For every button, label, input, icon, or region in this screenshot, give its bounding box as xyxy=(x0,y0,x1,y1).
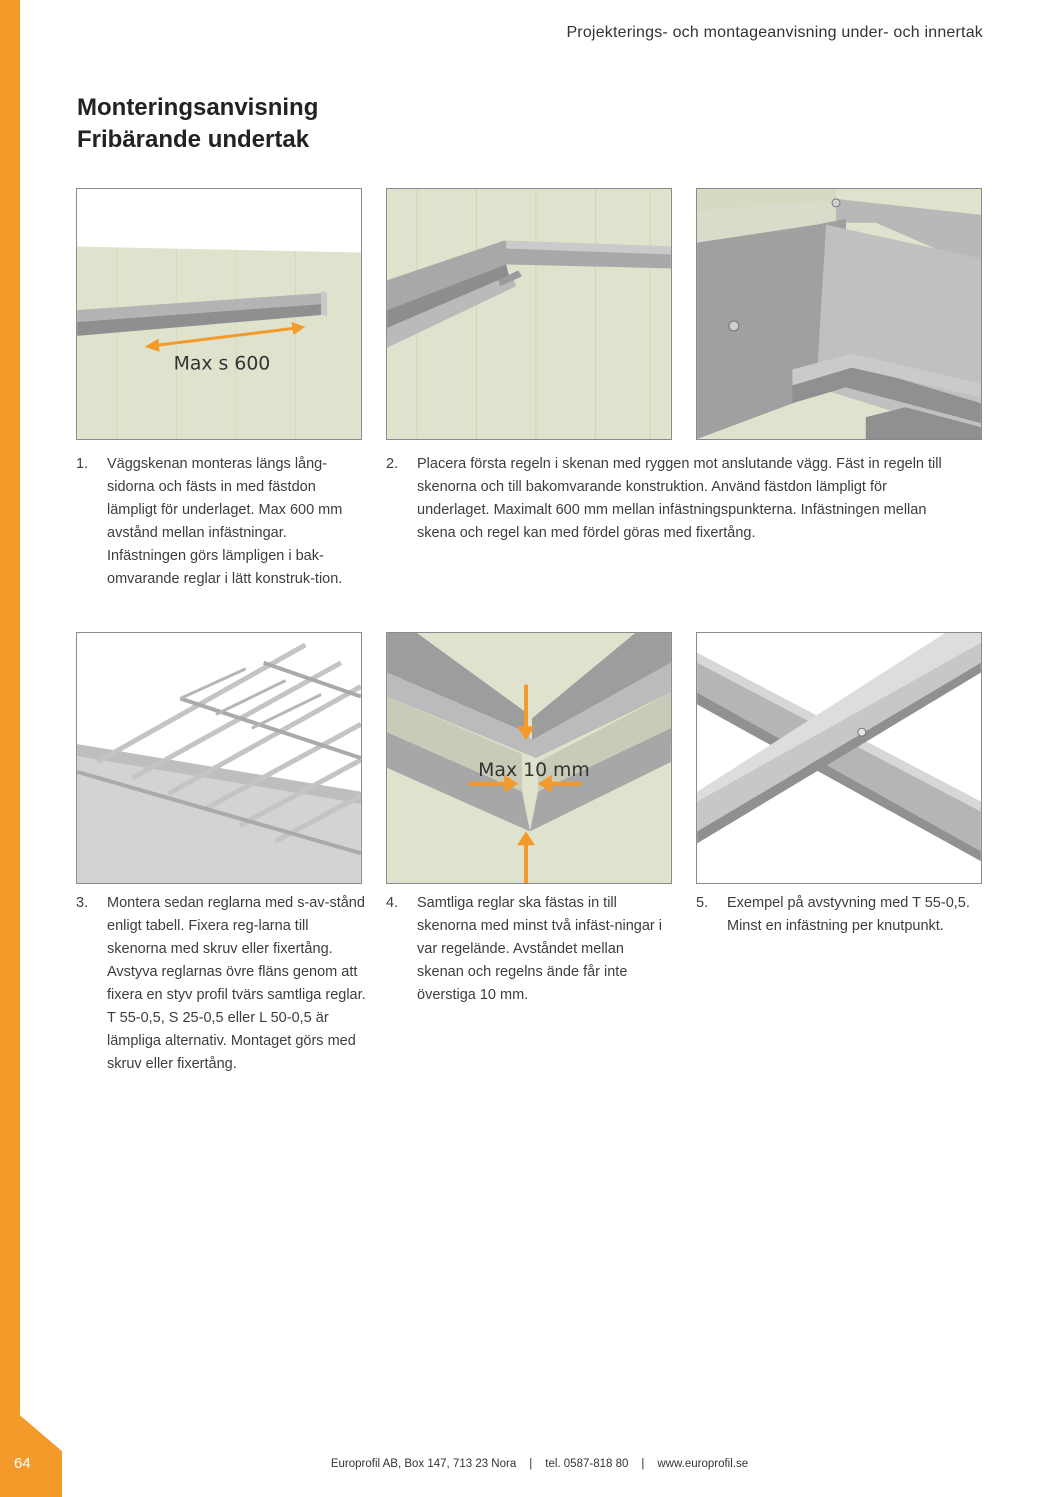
figure-rail-corner xyxy=(696,188,982,440)
step-number: 1. xyxy=(76,456,89,472)
step-text: Placera första regeln i skenan med ryggen mot anslutande vägg. Fäst in regeln till skenorna och till bakomvarande konstruktion. Använd fästdon lämpligt för underlaget. Maximalt 600 mm mellan infästningspunkterna. Infästningen mellan skena och regel kan med fördel göras med fixertång. xyxy=(417,456,942,541)
step-1 xyxy=(76,453,368,591)
footer xyxy=(0,1458,1059,1470)
page-title xyxy=(77,92,318,156)
title-line-2: Fribärande undertak xyxy=(77,126,310,153)
step-text: Exempel på avstyvning med T 55-0,5. Minst en infästning per knutpunkt. xyxy=(727,895,970,934)
step-5 xyxy=(696,892,982,938)
step-text: Väggskenan monteras längs lång-sidorna och fästs in med fästdon lämpligt för underlaget. Max 600 mm avstånd mellan infästningar. Infästningen görs lämpligen i bak-omvarande reglar i lätt konstruk-tion. xyxy=(107,456,343,587)
step-4 xyxy=(386,892,668,1007)
page-number-tab xyxy=(0,1412,62,1497)
accent-side-bar xyxy=(0,0,20,1497)
footer-separator: | xyxy=(529,1458,533,1470)
footer-website-link[interactable]: www.europrofil.se xyxy=(657,1458,749,1470)
step-2 xyxy=(386,453,961,545)
footer-company: Europrofil AB, Box 147, 713 23 Nora xyxy=(330,1458,517,1470)
step-number: 4. xyxy=(386,895,399,911)
title-line-1: Monteringsanvisning xyxy=(77,94,319,121)
running-header: Projekterings- och montageanvisning under- och innertak xyxy=(566,24,983,41)
step-number: 2. xyxy=(386,456,399,472)
step-text: Montera sedan reglarna med s-av-stånd enligt tabell. Fixera reg-larna till skenorna med skruv eller fixertång. Avstyva reglarnas övre fläns genom att fixera en styv profil tvärs samtliga reglar. T 55-0,5, S 25-0,5 eller L 50-0,5 är lämpliga alternativ. Montaget görs med skruv eller fixertång. xyxy=(107,895,366,1072)
footer-phone: tel. 0587-818 80 xyxy=(545,1458,629,1470)
page-number: 64 xyxy=(14,1455,31,1472)
figure-stud-grid xyxy=(76,632,362,884)
figure-stiffening-profile xyxy=(696,632,982,884)
fig1-dimension-label: Max s 600 xyxy=(173,353,271,375)
wall-rail-illustration xyxy=(77,189,361,439)
footer-separator: | xyxy=(641,1458,645,1470)
step-text: Samtliga reglar ska fästas in till skenorna med minst två infäst-ningar i var regelände. Avståndet mellan skenan och regelns ände får inte överstiga 10 mm. xyxy=(417,895,662,1003)
step-number: 5. xyxy=(696,895,709,911)
figure-first-stud xyxy=(386,188,672,440)
figure-wall-rail xyxy=(76,188,362,440)
step-number: 3. xyxy=(76,895,89,911)
fig5-dimension-label: Max 10 mm xyxy=(478,759,590,781)
step-3 xyxy=(76,892,368,1076)
figure-corner-gap xyxy=(386,632,672,884)
